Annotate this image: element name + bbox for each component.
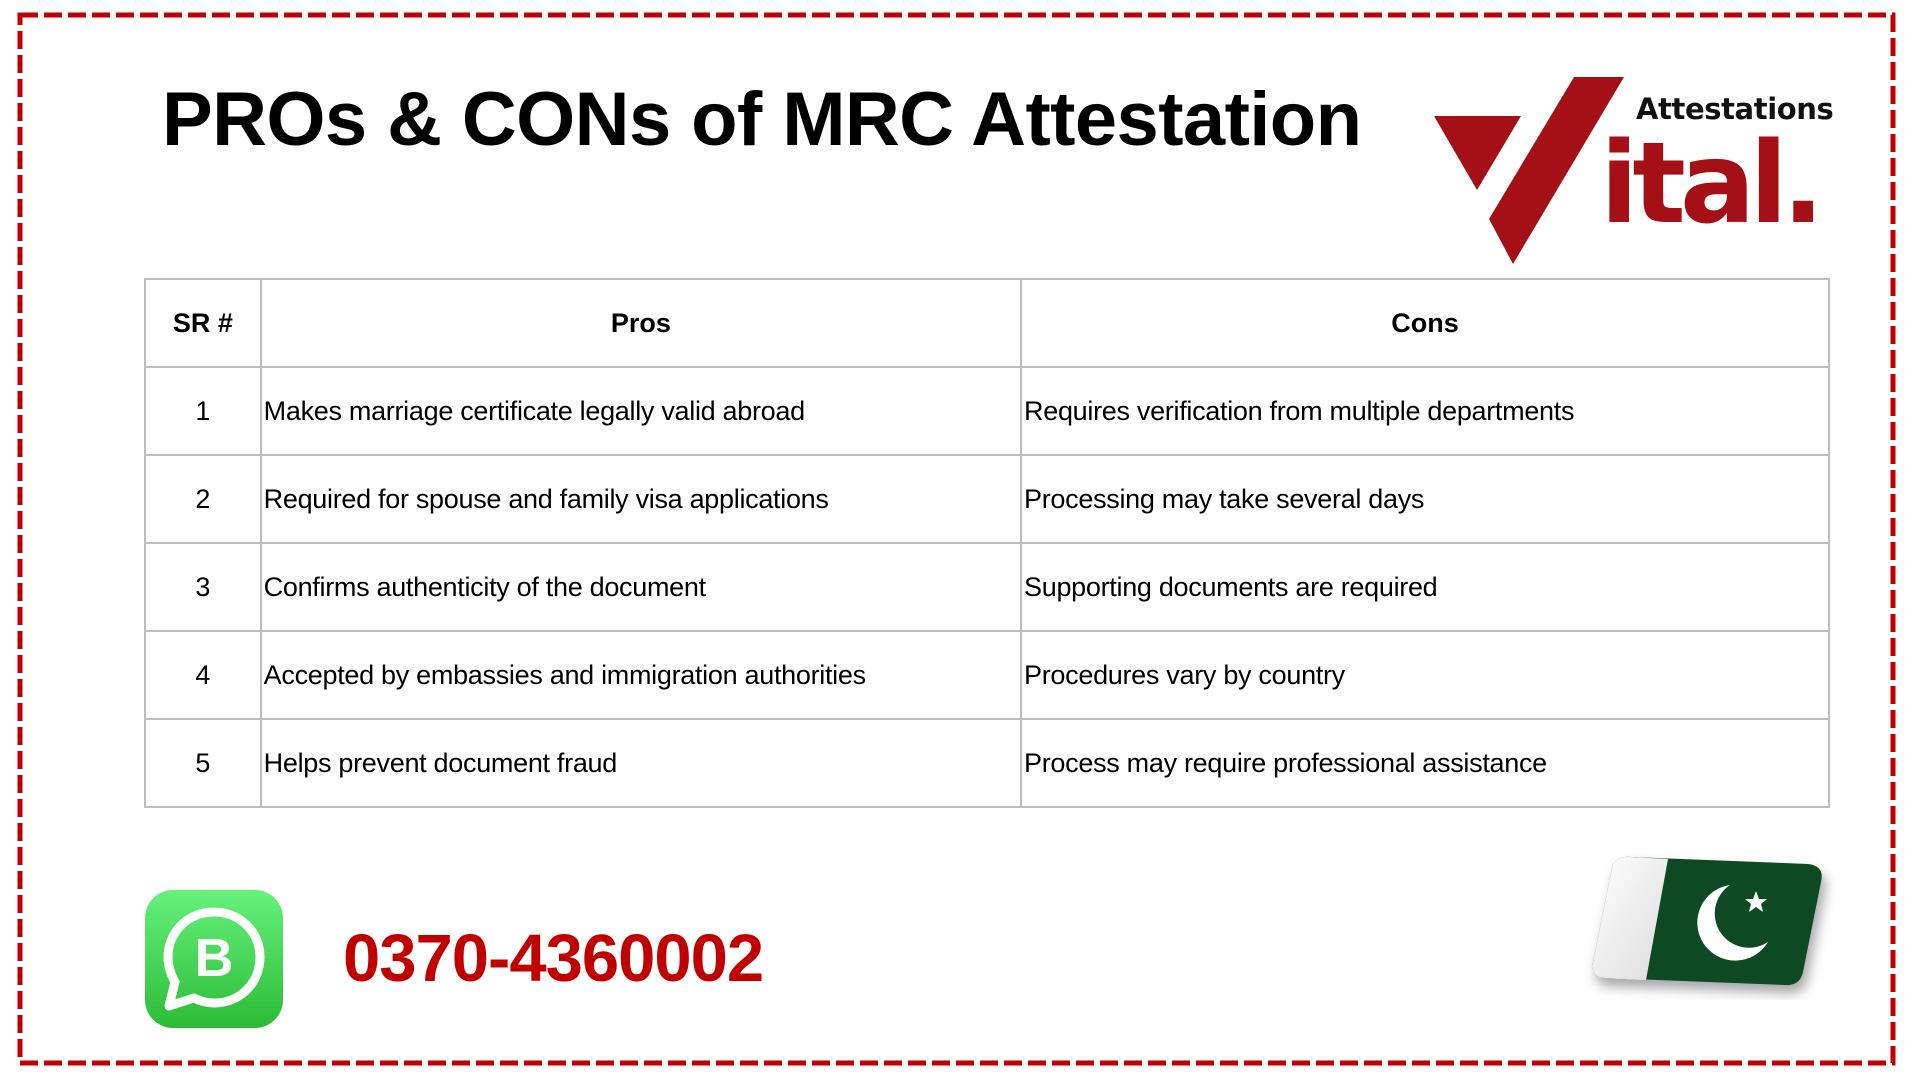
con-cell: Process may require professional assistance (1021, 719, 1829, 807)
con-cell: Requires verification from multiple departments (1021, 367, 1829, 455)
sr-cell: 2 (145, 455, 261, 543)
pro-cell: Confirms authenticity of the document (261, 543, 1021, 631)
sr-cell: 4 (145, 631, 261, 719)
pro-cell: Accepted by embassies and immigration authorities (261, 631, 1021, 719)
whatsapp-business-icon[interactable] (145, 890, 283, 1028)
table-row (145, 455, 1829, 543)
table-row (145, 631, 1829, 719)
column-header-sr: SR # (145, 279, 261, 367)
pro-cell: Makes marriage certificate legally valid abroad (261, 367, 1021, 455)
table-header-row (145, 279, 1829, 367)
logo-tagline: Attestations (1636, 92, 1834, 126)
phone-number[interactable]: 0370-4360002 (343, 921, 764, 996)
pro-cell: Helps prevent document fraud (261, 719, 1021, 807)
column-header-pros: Pros (261, 279, 1021, 367)
svg-text:B: B (194, 928, 234, 988)
pro-cell: Required for spouse and family visa applications (261, 455, 1021, 543)
sr-cell: 1 (145, 367, 261, 455)
con-cell: Procedures vary by country (1021, 631, 1829, 719)
column-header-cons: Cons (1021, 279, 1829, 367)
sr-cell: 3 (145, 543, 261, 631)
pakistan-flag-icon (1585, 850, 1835, 1000)
page-title: PROs & CONs of MRC Attestation (162, 77, 1362, 162)
chat-bubble-icon (145, 890, 283, 1028)
sr-cell: 5 (145, 719, 261, 807)
table-row (145, 367, 1829, 455)
pros-cons-table (144, 278, 1830, 808)
con-cell: Processing may take several days (1021, 455, 1829, 543)
logo-wordmark: ital. (1600, 119, 1819, 249)
table-row (145, 719, 1829, 807)
con-cell: Supporting documents are required (1021, 543, 1829, 631)
table-row (145, 543, 1829, 631)
